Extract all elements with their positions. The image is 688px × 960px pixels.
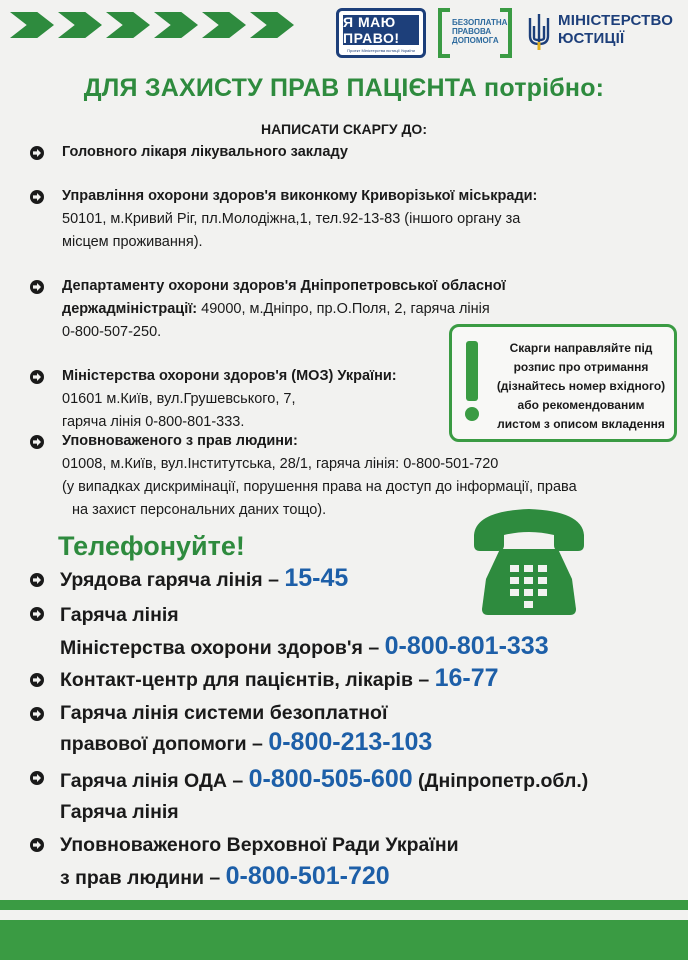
trident-icon bbox=[526, 12, 552, 52]
arrow-bullet-icon bbox=[30, 838, 44, 852]
item-title: Управління охорони здоров'я виконкому Криворізької міськради: bbox=[62, 188, 538, 204]
arrow-bullet-icon bbox=[30, 146, 44, 160]
hotline-number: 0-800-801-333 bbox=[384, 632, 549, 660]
arrow-bullet-icon bbox=[30, 607, 44, 621]
arrow-bullet-icon bbox=[30, 573, 44, 587]
footer-band bbox=[0, 920, 688, 960]
chevron-arrow-icon bbox=[202, 12, 246, 38]
logo-ministry-of-justice bbox=[526, 8, 686, 58]
header-chevrons bbox=[10, 12, 294, 38]
hotline-label: Гаряча лінія ОДА – bbox=[60, 770, 249, 792]
logo-ya-mayu-pravo bbox=[336, 8, 426, 58]
chevron-arrow-icon bbox=[250, 12, 294, 38]
hotline-item bbox=[60, 664, 499, 694]
list-item bbox=[62, 141, 348, 164]
section-subhead: НАПИСАТИ СКАРГУ ДО: bbox=[260, 121, 427, 137]
logo-bpd-line3: ДОПОМОГА bbox=[452, 36, 499, 45]
call-title: Телефонуйте! bbox=[58, 531, 245, 561]
ministry-line2: ЮСТИЦІЇ bbox=[558, 30, 625, 47]
hotline-label: Гаряча лінія системи безоплатної bbox=[60, 702, 388, 724]
hotline-number: 0-800-505-600 bbox=[248, 765, 413, 793]
right-bracket-icon bbox=[500, 8, 512, 58]
hotline-label: з прав людини – bbox=[60, 867, 226, 889]
hotline-number: 15-45 bbox=[284, 564, 349, 592]
logo-mayu-subtitle: Проект Міністерства юстиції України bbox=[347, 48, 415, 53]
item-title: Уповноваженого з прав людини: bbox=[62, 433, 298, 449]
chevron-arrow-icon bbox=[106, 12, 150, 38]
list-item bbox=[62, 185, 537, 254]
logo-free-legal-aid bbox=[438, 8, 512, 58]
left-bracket-icon bbox=[438, 8, 450, 58]
arrow-bullet-icon bbox=[30, 435, 44, 449]
hotline-label: правової допомоги – bbox=[60, 733, 269, 755]
item-title: Міністерства охорони здоров'я (МОЗ) України: bbox=[62, 368, 397, 384]
logo-bpd-text bbox=[452, 18, 508, 45]
item-text: на захист персональних даних тощо). bbox=[72, 502, 327, 518]
hotline-label: Міністерства охорони здоров'я – bbox=[60, 637, 385, 659]
item-text: місцем проживання). bbox=[62, 234, 203, 250]
hotline-item bbox=[60, 831, 459, 892]
ministry-line1: МІНІСТЕРСТВО bbox=[558, 12, 674, 29]
item-text: 01008, м.Київ, вул.Інститутська, 28/1, гаряча лінія: 0-800-501-720 bbox=[62, 456, 499, 472]
notice-text bbox=[486, 339, 676, 434]
chevron-arrow-icon bbox=[58, 12, 102, 38]
item-text: гаряча лінія 0-800-801-333. bbox=[62, 414, 245, 430]
arrow-bullet-icon bbox=[30, 370, 44, 384]
hotline-item bbox=[60, 601, 549, 662]
page-title: ДЛЯ ЗАХИСТУ ПРАВ ПАЦІЄНТА потрібно: bbox=[83, 74, 605, 102]
hotline-item bbox=[60, 564, 348, 594]
footer-stripe bbox=[0, 900, 688, 910]
item-title: Головного лікаря лікувального закладу bbox=[62, 144, 348, 160]
hotline-number: 16-77 bbox=[434, 664, 499, 692]
chevron-arrow-icon bbox=[154, 12, 198, 38]
arrow-bullet-icon bbox=[30, 707, 44, 721]
hotline-label: Гаряча лінія bbox=[60, 801, 179, 823]
list-item bbox=[62, 275, 506, 344]
item-text: 50101, м.Кривий Ріг, пл.Молодіжна,1, тел.92-13-83 (іншого органу за bbox=[62, 211, 521, 227]
list-item bbox=[62, 365, 397, 434]
hotline-label: Контакт-центр для пацієнтів, лікарів – bbox=[60, 669, 435, 691]
notice-line: розпис про отримання bbox=[513, 360, 649, 374]
hotline-item bbox=[60, 699, 432, 758]
arrow-bullet-icon bbox=[30, 190, 44, 204]
chevron-arrow-icon bbox=[10, 12, 54, 38]
hotline-label: Уповноваженого Верховної Ради України bbox=[60, 834, 459, 856]
arrow-bullet-icon bbox=[30, 771, 44, 785]
item-title: Департаменту охорони здоров'я Дніпропетровської обласної bbox=[62, 278, 506, 294]
item-text: 0-800-507-250. bbox=[62, 324, 162, 340]
logo-bpd-line1: БЕЗОПЛАТНА bbox=[452, 18, 508, 27]
hotline-number: 0-800-213-103 bbox=[268, 728, 433, 756]
item-text: (у випадках дискримінації, порушення права на доступ до інформації, права bbox=[62, 479, 577, 495]
item-text: 49000, м.Дніпро, пр.О.Поля, 2, гаряча лінія bbox=[197, 301, 490, 317]
notice-line: або рекомендованим bbox=[517, 398, 645, 412]
notice-line: (дізнайтесь номер вхідного) bbox=[496, 379, 666, 393]
item-text: 01601 м.Київ, вул.Грушевського, 7, bbox=[62, 391, 296, 407]
hotline-label: Урядова гаряча лінія – bbox=[60, 569, 285, 591]
arrow-bullet-icon bbox=[30, 673, 44, 687]
notice-box bbox=[449, 324, 677, 442]
logo-bpd-line2: ПРАВОВА bbox=[452, 27, 492, 36]
logo-mayu-label: Я МАЮ ПРАВО! bbox=[343, 15, 419, 45]
notice-line: Скарги направляйте під bbox=[509, 341, 653, 355]
hotline-suffix: (Дніпропетр.обл.) bbox=[412, 770, 589, 792]
notice-line: листом з описом вкладення bbox=[497, 417, 665, 431]
hotline-label: Гаряча лінія bbox=[60, 604, 179, 626]
arrow-bullet-icon bbox=[30, 280, 44, 294]
ministry-name bbox=[558, 12, 673, 48]
hotline-number: 0-800-501-720 bbox=[225, 862, 390, 890]
exclamation-icon bbox=[462, 341, 482, 431]
hotline-item bbox=[60, 765, 588, 826]
item-title: держадміністрації: bbox=[62, 301, 198, 317]
